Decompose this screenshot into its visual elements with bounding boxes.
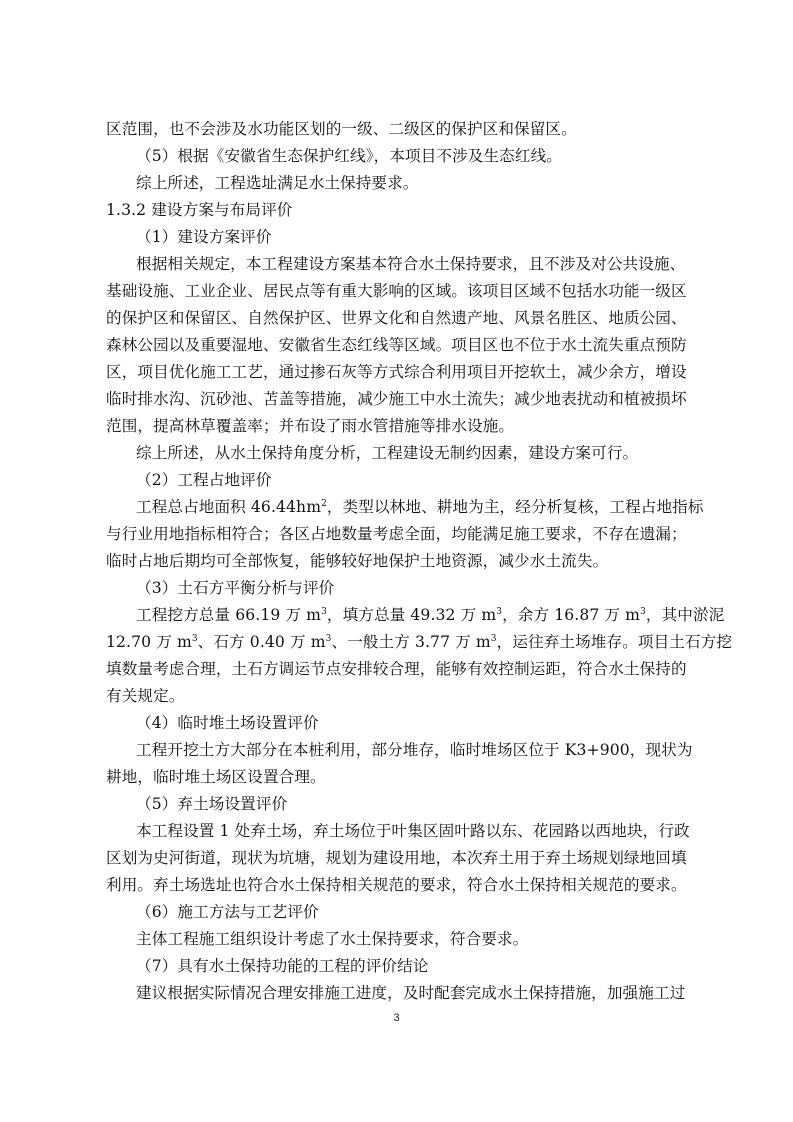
text-line: 森林公园以及重要湿地、安徽省生态红线等区域。项目区也不位于水土流失重点预防 — [106, 336, 687, 354]
subheading: （4）临时堆土场设置评价 — [136, 714, 319, 732]
text-line: 工程挖方总量 66.19 万 $m^3$，填方总量 49.32 万 $m^3$，余方 16.87 万 $m^3$，其中淤泥 — [136, 606, 725, 624]
text-line: 根据相关规定，本工程建设方案基本符合水土保持要求，且不涉及对公共设施、 — [136, 255, 686, 273]
section-heading: 1.3.2 建设方案与布局评价 — [106, 201, 293, 219]
subheading: （6）施工方法与工艺评价 — [136, 903, 319, 921]
text-line: 12.70 万 $m^3$、石方 0.40 万 $m^3$、一般土方 3.77 万 $m^3$，运往弃土场堆存。项目土石方挖 — [106, 633, 733, 651]
subheading: （3）土石方平衡分析与评价 — [136, 579, 335, 597]
text-line: 区，项目优化施工工艺，通过掺石灰等方式综合利用项目开挖软土，减少余方，增设 — [106, 363, 687, 381]
text-line: 范围，提高林草覆盖率；并布设了雨水管措施等排水设施。 — [106, 417, 515, 435]
text-line: 工程总占地面积 $46.44hm^2$，类型以林地、耕地为主，经分析复核，工程占地指标 — [136, 498, 704, 516]
text-line: 区划为史河街道，现状为坑塘，规划为建设用地，本次弃土用于弃土场规划绿地回填 — [106, 849, 687, 867]
text-line: 综上所述，工程选址满足水土保持要求。 — [136, 174, 419, 192]
text-line: 本工程设置 1 处弃土场，弃土场位于叶集区固叶路以东、花园路以西地块，行政 — [136, 822, 690, 840]
subheading: （2）工程占地评价 — [136, 471, 272, 489]
text-line: 工程开挖土方大部分在本桩利用，部分堆存，临时堆场区位于 K3+900，现状为 — [136, 741, 693, 759]
page-number: 3 — [393, 1012, 400, 1024]
text-line: 综上所述，从水土保持角度分析，工程建设无制约因素，建设方案可行。 — [136, 444, 639, 462]
text-line: 耕地，临时堆土场区设置合理。 — [106, 768, 326, 786]
text-line: 主体工程施工组织设计考虑了水土保持要求，符合要求。 — [136, 930, 529, 948]
text-line: 利用。弃土场选址也符合水土保持相关规范的要求，符合水土保持相关规范的要求。 — [106, 876, 687, 894]
text-line: 有关规定。 — [106, 687, 185, 705]
text-line: 临时占地后期均可全部恢复，能够较好地保护土地资源，减少水土流失。 — [106, 552, 609, 570]
text-line: 与行业用地指标相符合；各区占地数量考虑全面，均能满足施工要求，不存在遗漏； — [106, 525, 687, 543]
text-line: （5）根据《安徽省生态保护红线》，本项目不涉及生态红线。 — [136, 147, 562, 165]
text-line: 填数量考虑合理，土石方调运节点安排较合理，能够有效控制运距，符合水土保持的 — [106, 660, 687, 678]
subheading: （5）弃土场设置评价 — [136, 795, 288, 813]
text-line: 建议根据实际情况合理安排施工进度，及时配套完成水土保持措施，加强施工过 — [136, 984, 686, 1002]
text-line: 的保护区和保留区、自然保护区、世界文化和自然遗产地、风景名胜区、地质公园、 — [106, 309, 687, 327]
text-line: 基础设施、工业企业、居民点等有重大影响的区域。该项目区域不包括水功能一级区 — [106, 282, 687, 300]
text-line: 区范围，也不会涉及水功能区划的一级、二级区的保护区和保留区。 — [106, 120, 577, 138]
subheading: （1）建设方案评价 — [136, 228, 272, 246]
text-line: 临时排水沟、沉砂池、苫盖等措施，减少施工中水土流失；减少地表扰动和植被损坏 — [106, 390, 687, 408]
subheading: （7）具有水土保持功能的工程的评价结论 — [136, 957, 429, 975]
